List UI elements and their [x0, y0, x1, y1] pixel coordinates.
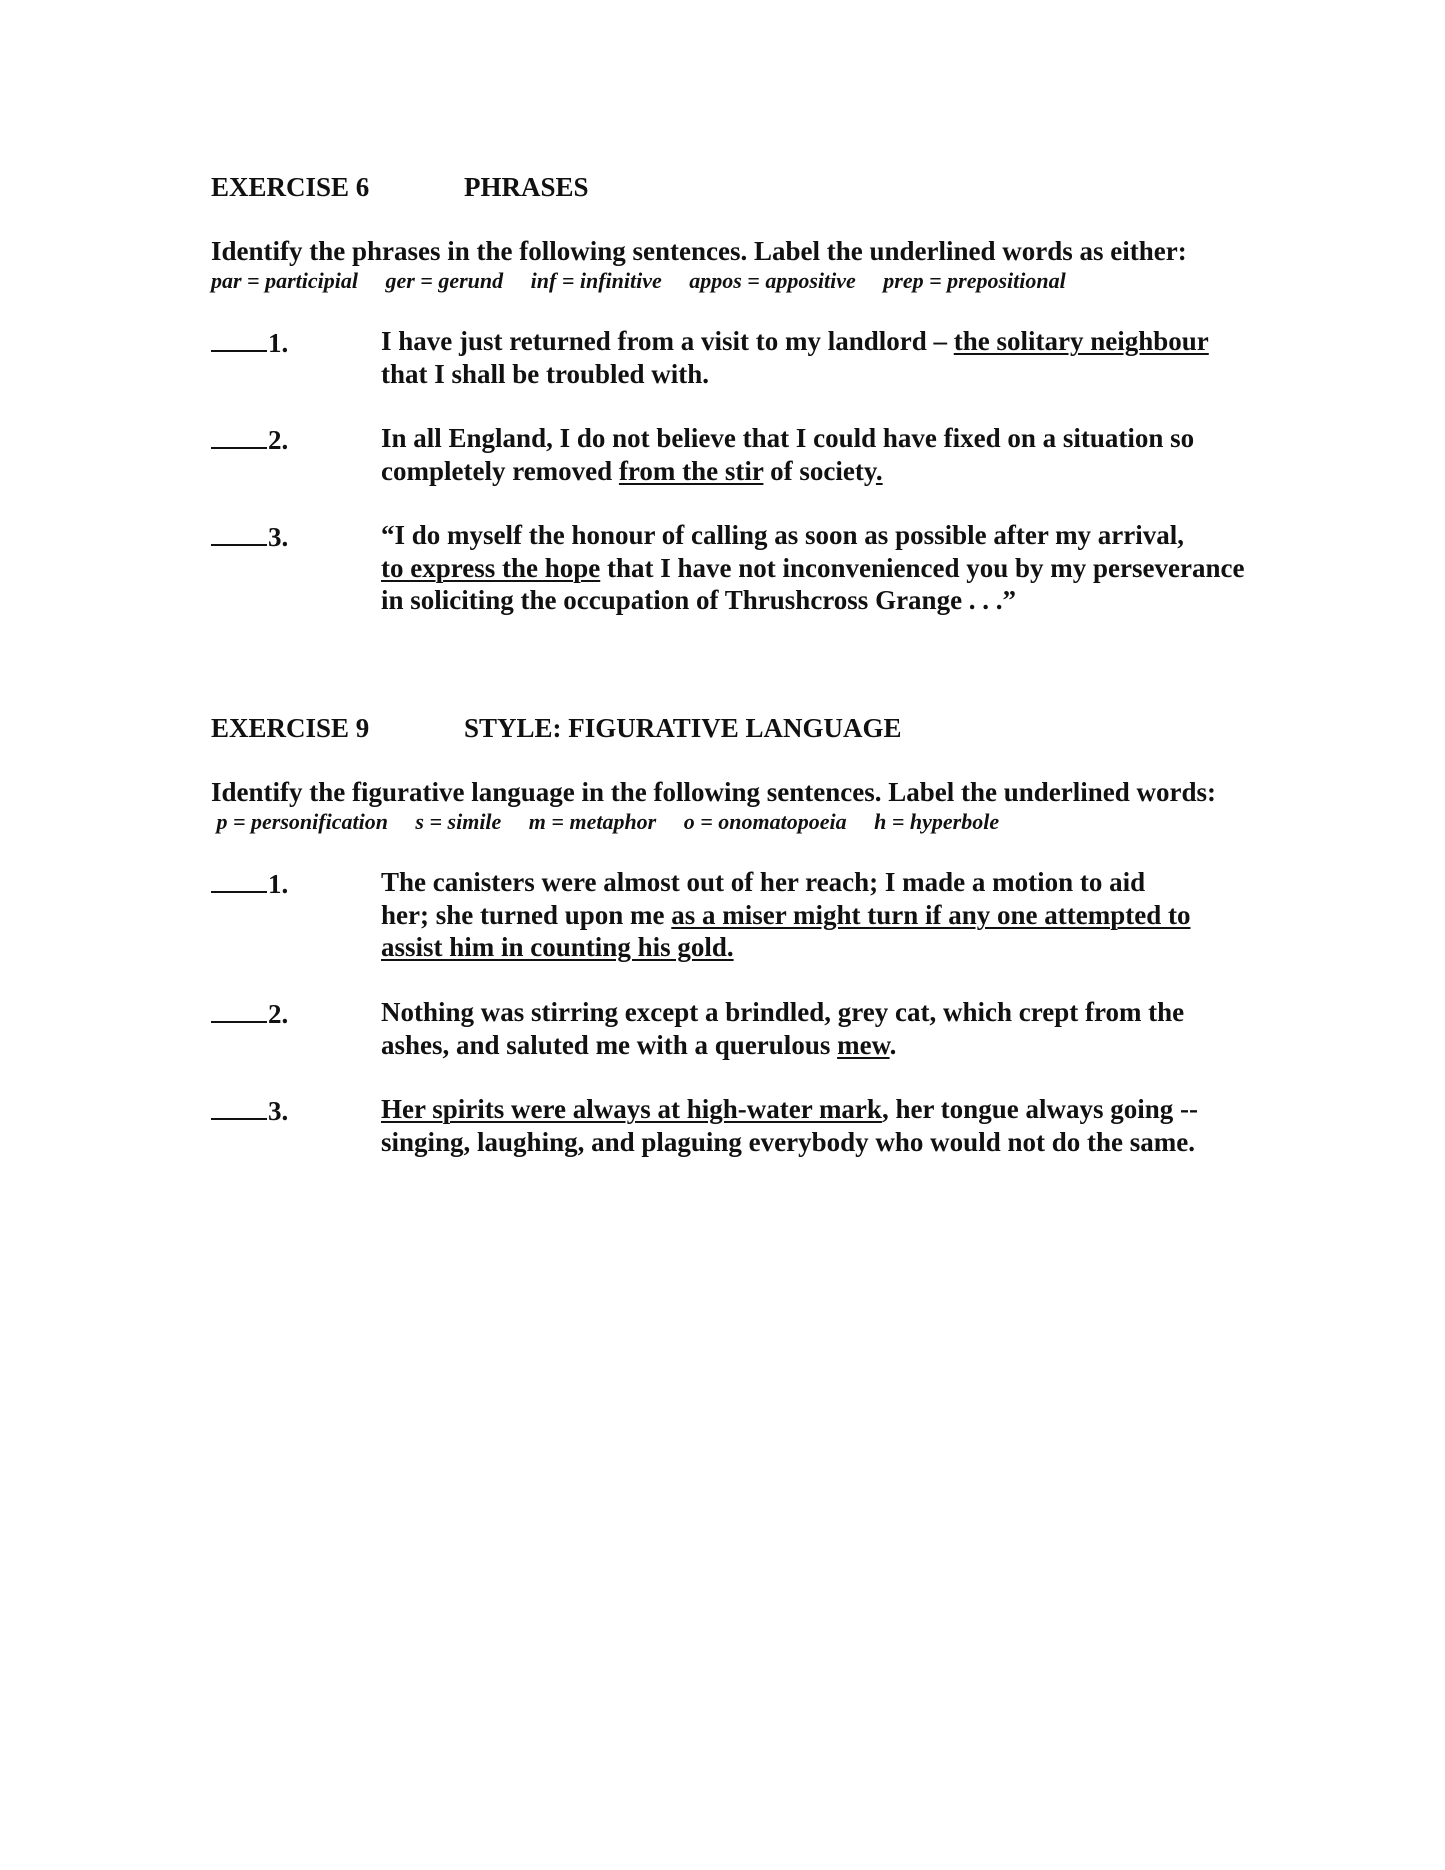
answer-blank[interactable] — [211, 519, 288, 554]
item-number: 1. — [268, 328, 289, 358]
exercise-6-title: PHRASES — [464, 172, 589, 202]
sentence-line — [381, 422, 1321, 455]
sentence-text: The canisters were almost out of her reach; I made a motion to aid — [381, 867, 1146, 897]
item-sentence — [381, 1093, 1321, 1158]
sentence-text: her; she turned upon me — [381, 899, 672, 930]
sentence-text: of society — [763, 455, 876, 486]
sentence-text: singing, laughing, and plaguing everybody who would not do the same. — [381, 1126, 1195, 1157]
sentence-line — [381, 519, 1321, 552]
exercise-9-item-1 — [211, 866, 1361, 996]
exercise-6-number: EXERCISE 6 — [211, 172, 370, 202]
exercise-9-item-2 — [211, 996, 1361, 1093]
exercise-9-items — [211, 866, 1361, 1163]
exercise-9-heading — [211, 711, 1361, 745]
exercise-9-item-3 — [211, 1093, 1361, 1163]
underlined-phrase: from the stir — [618, 455, 764, 486]
underlined-phrase: as a miser might turn if any one attempted to — [671, 899, 1191, 930]
sentence-text: I have just returned from a visit to my landlord – — [381, 326, 954, 356]
exercise-9-instructions: Identify the figurative language in the following sentences. Label the underlined words: — [211, 777, 1217, 807]
sentence-text: . — [889, 1029, 897, 1060]
exercise-9-number: EXERCISE 9 — [211, 713, 370, 743]
sentence-line — [381, 325, 1321, 358]
item-number: 1. — [268, 869, 289, 899]
exercise-6-item-1 — [211, 325, 1361, 422]
answer-blank[interactable] — [211, 1093, 288, 1128]
sentence-line — [381, 1126, 1321, 1159]
sentence-line — [381, 996, 1321, 1029]
answer-blank[interactable] — [211, 325, 288, 360]
sentence-line — [381, 1029, 1321, 1062]
item-number: 2. — [268, 999, 289, 1029]
sentence-line — [381, 552, 1321, 585]
exercise-6-items — [211, 325, 1361, 617]
item-number: 3. — [268, 522, 289, 552]
sentence-text: completely removed — [381, 455, 619, 486]
answer-blank[interactable] — [211, 866, 288, 901]
sentence-text: that I have not inconvenienced you by my perseverance — [600, 552, 1245, 583]
underlined-phrase: assist him in counting his gold. — [381, 932, 734, 962]
underlined-phrase: mew — [837, 1029, 890, 1060]
sentence-text: in soliciting the occupation of Thrushcross Grange . . .” — [381, 585, 1017, 615]
sentence-text: In all England, I do not believe that I could have fixed on a situation so — [381, 423, 1195, 453]
item-sentence — [381, 996, 1321, 1061]
exercise-6-item-3 — [211, 519, 1361, 617]
underlined-phrase: to express the hope — [381, 552, 601, 583]
exercise-6-heading — [211, 170, 1361, 204]
sentence-line — [381, 455, 1321, 488]
sentence-line — [381, 866, 1321, 899]
item-sentence — [381, 866, 1321, 964]
sentence-text: ashes, and saluted me with a querulous — [381, 1029, 838, 1060]
sentence-text: “I do myself the honour of calling as soon as possible after my arrival, — [381, 520, 1185, 550]
exercise-6-section — [211, 170, 1361, 617]
answer-blank[interactable] — [211, 422, 288, 457]
exercise-9-title: STYLE: FIGURATIVE LANGUAGE — [464, 713, 902, 743]
underlined-phrase: . — [875, 455, 883, 486]
exercise-9-section — [211, 711, 1361, 1163]
sentence-text: , her tongue always going -- — [881, 1094, 1198, 1124]
sentence-line — [381, 899, 1321, 932]
underlined-phrase: the solitary neighbour — [953, 326, 1209, 356]
exercise-9-legend: p = personification s = simile m = metaphor o = onomatopoeia h = hyperbole — [211, 809, 1000, 834]
sentence-line — [381, 931, 1321, 964]
item-sentence — [381, 422, 1321, 487]
sentence-line — [381, 1093, 1321, 1126]
item-sentence — [381, 325, 1321, 390]
exercise-6-instructions: Identify the phrases in the following sentences. Label the underlined words as either: — [211, 236, 1187, 266]
sentence-line — [381, 358, 1321, 391]
item-sentence — [381, 519, 1321, 617]
sentence-text: that I shall be troubled with. — [381, 358, 710, 389]
sentence-line — [381, 584, 1321, 617]
item-number: 2. — [268, 425, 289, 455]
sentence-text: Nothing was stirring except a brindled, grey cat, which crept from the — [381, 997, 1185, 1027]
item-number: 3. — [268, 1096, 289, 1126]
exercise-6-item-2 — [211, 422, 1361, 519]
underlined-phrase: Her spirits were always at high-water mark — [381, 1094, 882, 1124]
exercise-6-legend: par = participial ger = gerund inf = infinitive appos = appositive prep = prepositional — [211, 268, 1066, 293]
answer-blank[interactable] — [211, 996, 288, 1031]
